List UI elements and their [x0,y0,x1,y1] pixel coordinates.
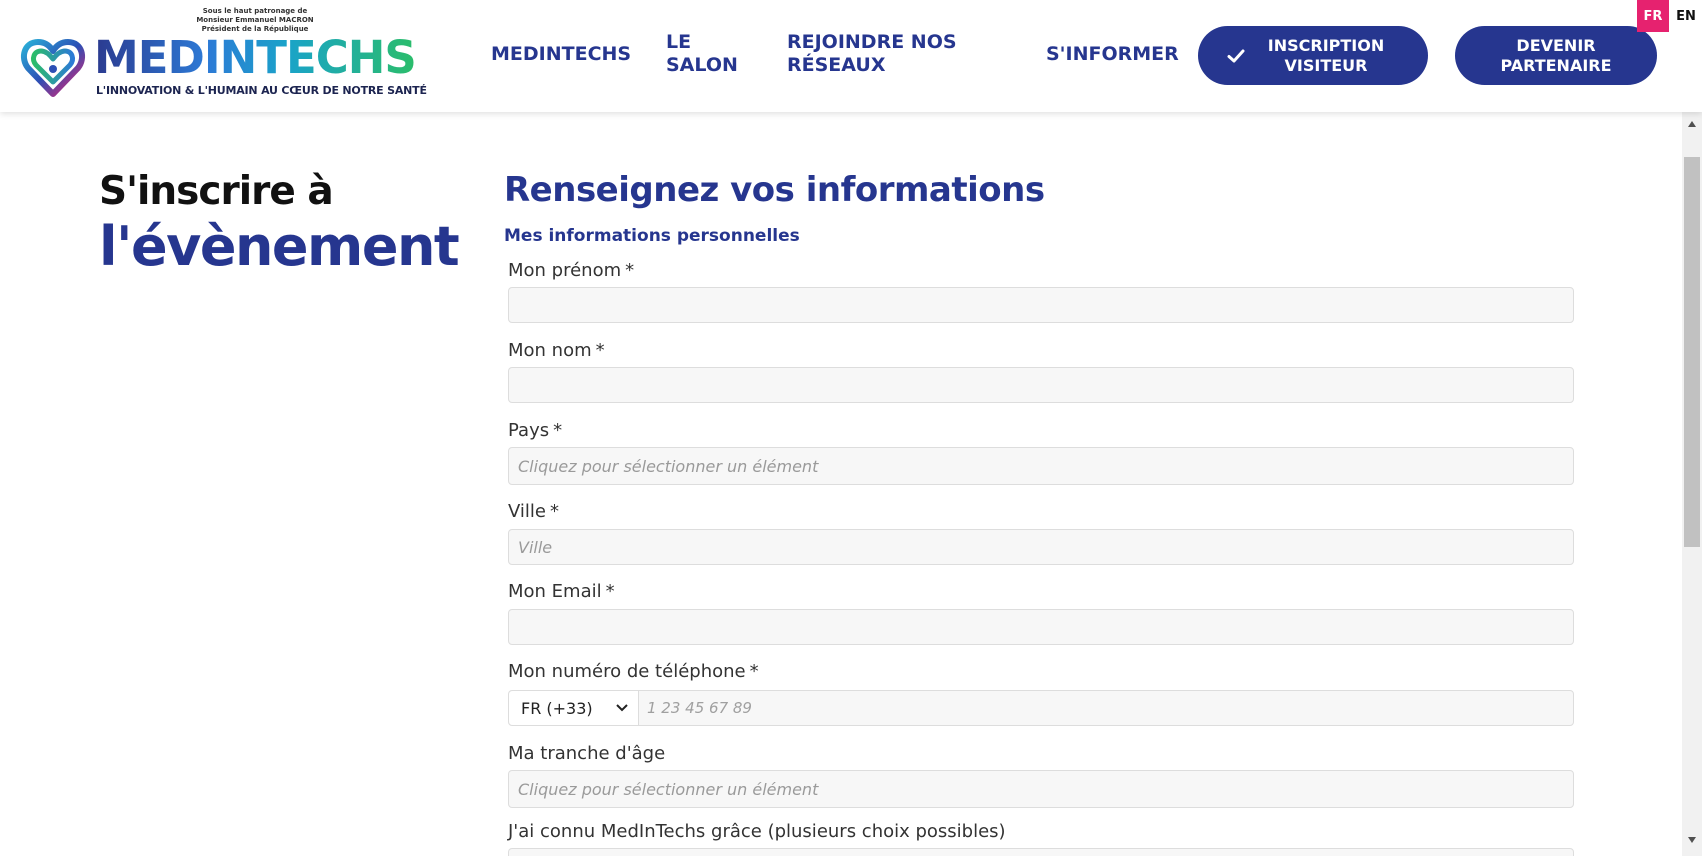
source-select[interactable] [508,848,1574,856]
lastname-label-text: Mon nom [508,340,592,361]
heart-logo-icon [20,34,86,100]
country-select-placeholder: Cliquez pour sélectionner un élément [518,456,819,476]
site-header [0,0,1702,112]
country-label-text: Pays [508,420,550,441]
nav-le-salon[interactable]: LE SALON [666,31,738,76]
scroll-up-arrow-icon[interactable] [1682,120,1702,134]
lastname-input[interactable] [508,367,1574,403]
page-scrollbar[interactable] [1682,112,1702,856]
nav-rejoindre-nos-reseaux[interactable]: REJOINDRE NOS RÉSEAUX [787,31,957,76]
lastname-label [508,340,605,361]
required-mark: * [550,501,559,522]
patronage-line-1: Sous le haut patronage de [202,7,308,15]
firstname-input[interactable] [508,287,1574,323]
inscription-visiteur-button[interactable] [1198,26,1428,85]
city-label [508,501,559,522]
email-input[interactable] [508,609,1574,645]
age-label-text: Ma tranche d'âge [508,743,666,764]
phone-field [508,690,1574,726]
patronage-line-3: Président de la République [201,25,309,33]
form-section-title: Mes informations personnelles [504,226,800,246]
medintechs-logo[interactable] [20,6,430,104]
country-select[interactable] [508,447,1574,485]
lang-fr-button[interactable]: FR [1637,0,1669,32]
page-heading-line-1: S'inscrire à [99,169,333,214]
brand-wordmark: MEDINTECHS [94,31,416,84]
city-label-text: Ville [508,501,546,522]
scrollbar-thumb[interactable] [1684,157,1700,547]
page-heading-line-2: l'évènement [99,215,459,278]
phone-country-code-select[interactable] [509,691,639,725]
phone-label [508,661,759,682]
chevron-down-icon [616,704,628,712]
required-mark: * [605,581,615,602]
scroll-down-arrow-icon[interactable] [1682,836,1702,850]
phone-label-text: Mon numéro de téléphone [508,661,746,682]
age-select-placeholder: Cliquez pour sélectionner un élément [518,779,819,799]
patronage-text [160,7,350,34]
source-label-text: J'ai connu MedInTechs grâce (plusieurs choix possibles) [508,821,1006,842]
required-mark: * [625,260,635,281]
devenir-partenaire-button[interactable] [1455,26,1657,85]
city-input[interactable] [508,529,1574,565]
required-mark: * [553,420,563,441]
form-title: Renseignez vos informations [504,170,1045,210]
age-label [508,743,665,764]
email-label-text: Mon Email [508,581,602,602]
source-label [508,821,1006,842]
page-heading [99,168,458,278]
patronage-line-2: Monsieur Emmanuel MACRON [196,16,314,24]
phone-number-input[interactable] [639,691,1573,725]
lang-en-button[interactable]: EN [1670,0,1702,32]
devenir-partenaire-label: DEVENIR PARTENAIRE [1500,35,1612,75]
firstname-label [508,260,634,281]
email-label [508,581,615,602]
age-select[interactable] [508,770,1574,808]
nav-s-informer[interactable]: S'INFORMER [1046,43,1179,65]
nav-medintechs[interactable]: MEDINTECHS [491,43,632,65]
country-label [508,420,562,441]
required-mark: * [749,661,759,682]
firstname-label-text: Mon prénom [508,260,622,281]
check-icon [1226,46,1246,66]
inscription-visiteur-label: INSCRIPTION VISITEUR [1267,35,1385,75]
brand-tagline: L'INNOVATION & L'HUMAIN AU CŒUR DE NOTRE SANTÉ [96,84,427,97]
required-mark: * [595,340,605,361]
phone-country-code-value: FR (+33) [521,698,593,718]
